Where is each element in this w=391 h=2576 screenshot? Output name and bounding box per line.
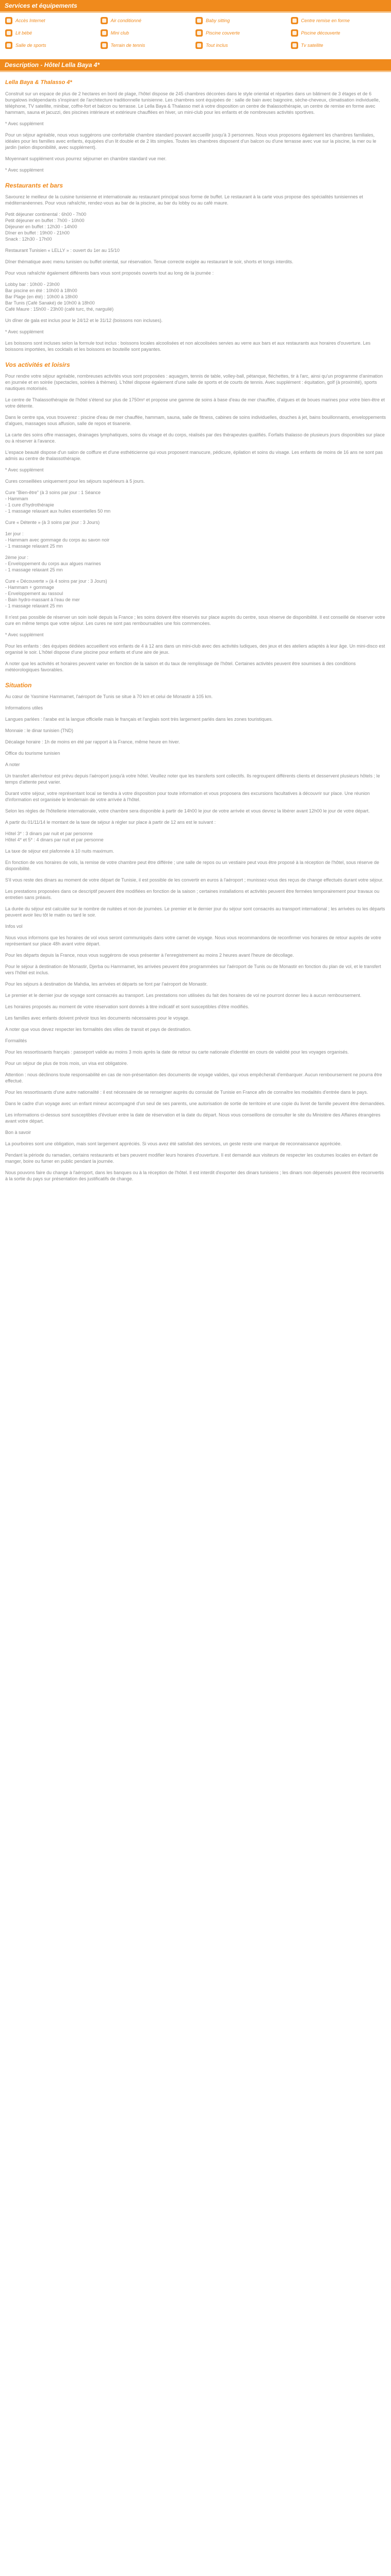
wifi-icon [5, 17, 12, 24]
paragraph: Un dîner de gala est inclus pour le 24/12 et le 31/12 (boissons non incluses). [5, 318, 163, 323]
paragraph: L'espace beauté dispose d'un salon de coiffure et d'une esthéticienne qui vous proposent manucure, pédicure, épilation et soins du visage. Les enfants de moins de 16 ans ne sont pas admis au centre de thalassothérapie. [5, 450, 383, 461]
paragraph: Lobby bar : 10h00 - 23h00 Bar piscine en été : 10h00 à 18h00 Bar Plage (en été) : 10h00 à 18h00 Bar Tunis (Café Sanaké) de 10h00 à 18h00 Café Maure : 15h00 - 23h00 (café turc, thé, narguilé) [5, 282, 114, 312]
paragraph: Décalage horaire : 1h de moins en été par rapport à la France, même heure en hiver. [5, 739, 180, 744]
paragraph: Il n'est pas possible de réserver un soin isolé depuis la France ; les soins doivent être réservés sur place auprès du centre, sous réserve de disponibilité. Il est conseillé de réserver votre cure en même temps que votre séjour. Les cures ne sont pas remboursables une fois commencées. [5, 615, 385, 626]
paragraph: Office du tourisme tunisien [5, 751, 60, 756]
paragraph: Monnaie : le dinar tunisien (TND) [5, 728, 74, 733]
paragraph: Le centre de Thalassothérapie de l'hôtel s'étend sur plus de 1750m² et propose une gamme de soins à base d'eau de mer chauffée, d'algues et de boues marines pour votre bien-être et votre détente. [5, 397, 385, 409]
paragraph: Attention : nous déclinons toute responsabilité en cas de non-présentation des documents de voyage valides, qui vous empêcherait d'embarquer. Aucun remboursement ne pourra être effectué. [5, 1072, 382, 1083]
paragraph: Pour les enfants : des équipes dédiées accueillent vos enfants de 4 à 12 ans dans un mini-club avec des activités ludiques, des jeux et des ateliers adaptés à leur âge. Un mini-disco est organisé le soir. L'hôtel dispose d'une piscine pour enfants et d'une aire de jeux. [5, 643, 385, 655]
services-title: Services et équipements [5, 2, 77, 9]
amenities-grid [0, 13, 391, 52]
amenity-item: Terrain de tennis [101, 41, 196, 50]
hotel-heading: Lella Baya & Thalasso 4* [5, 79, 72, 86]
paragraph: A noter que vous devez respecter les formalités des villes de transit et pays de destination. [5, 1027, 192, 1032]
paragraph: Pour un séjour agréable, nous vous suggérons une confortable chambre standard pouvant accueillir jusqu'à 3 personnes. Nous vous proposons également les chambres familiales, idéales pour les familles avec enfants, équipées d'un lit double et de 2 lits simples. Toutes les chambres disposent d'un balcon ou d'une terrasse avec vue sur la piscine, la mer ou le jardin (selon disponibilité, avec supplément). [5, 132, 377, 150]
paragraph: * Avec supplément [5, 632, 44, 637]
paragraph: La durée du séjour est calculée sur le nombre de nuitées et non de journées. Le premier et le dernier jour du séjour sont consacrés au transport international ; les arrivées ou les départs peuvent avoir lieu tôt le matin ou tard le soir. [5, 906, 385, 918]
paragraph: Informations utiles [5, 705, 43, 710]
amenity-item: Lit bébé [5, 28, 101, 38]
paragraph: Au cœur de Yasmine Hammamet, l'aéroport de Tunis se situe à 70 km et celui de Monastir à 105 km. [5, 694, 213, 699]
kids-icon [101, 29, 108, 37]
paragraph: Pour les départs depuis la France, nous vous suggérons de vous présenter à l'enregistrement au moins 2 heures avant l'heure de décollage. [5, 953, 294, 958]
tennis-icon [101, 42, 108, 49]
paragraph: En fonction de vos horaires de vols, la remise de votre chambre peut être différée ; une salle de repos ou un vestiaire peut vous être proposé à la réception de l'hôtel, sous réserve de disponibilité. [5, 860, 379, 871]
paragraph: Pour les ressortissants français : passeport valide au moins 3 mois après la date de retour ou carte nationale d'identité en cours de validité pour les voyages organisés. [5, 1049, 349, 1055]
paragraph: Nous pouvons faire du change à l'aéroport, dans les banques ou à la réception de l'hôtel. Il est interdit d'exporter des dinars tunisiens ; les dinars non dépensés peuvent être reconvertis à la sortie du pays sur présentation des justificatifs de change. [5, 1170, 384, 1181]
satellite-icon [291, 42, 298, 49]
paragraph: Les familles avec enfants doivent prévoir tous les documents nécessaires pour le voyage. [5, 1015, 190, 1021]
paragraph: Dans le centre spa, vous trouverez : piscine d'eau de mer chauffée, hammam, sauna, salle de fitness, cabines de soins individuelles, douches à jet, bains bouillonnants, enveloppements d'algues, massages sous affusion, salle de repos et tisanerie. [5, 415, 386, 426]
paragraph: Restaurant Tunisien « LELLY » : ouvert du 1er au 15/10 [5, 248, 120, 253]
paragraph: Pour un séjour de plus de trois mois, un visa est obligatoire. [5, 1061, 128, 1066]
paragraph: Langues parlées : l'arabe est la langue officielle mais le français et l'anglais sont très largement parlés dans les zones touristiques. [5, 717, 273, 722]
paragraph: Pour les séjours à destination de Mahdia, les arrivées et départs se font par l'aéroport de Monastir. [5, 981, 208, 987]
paragraph: Formalités [5, 1038, 27, 1043]
amenity-item: Centre remise en forme [291, 16, 386, 25]
paragraph: Pour vous rafraîchir également différents bars vous sont proposés ouverts tout au long de la journée : [5, 270, 214, 276]
pool-icon [196, 29, 203, 37]
paragraph: Le premier et le dernier jour de voyage sont consacrés au transport. Les prestations non utilisées du fait des horaires de vol ne pourront donner lieu à aucun remboursement. [5, 993, 362, 998]
paragraph: Pour le séjour à destination de Monastir, Djerba ou Hammamet, les arrivées peuvent être programmées sur l'aéroport de Tunis ou de Monastir en fonction du plan de vol, et le transfert vers l'hôtel est inclus. [5, 964, 381, 975]
paragraph: Pour rendre votre séjour agréable, nombreuses activités vous sont proposées : aquagym, tennis de table, volley-ball, pétanque, fléchettes, tir à l'arc, ainsi qu'un programme d'animation en journée et en soirée (spectacles, soirées à thèmes). L'hôtel dispose également d'une salle de sports et de courts de tennis. Avec supplément : équitation, golf (à proximité), sports nautiques motorisés. [5, 374, 383, 391]
paragraph: A partir du 01/11/14 le montant de la taxe de séjour à régler sur place à partir de 12 ans est le suivant : [5, 820, 216, 825]
description-header [0, 59, 391, 72]
paragraph: Les horaires proposés au moment de votre réservation sont donnés à titre indicatif et sont susceptibles d'être modifiés. [5, 1004, 249, 1009]
paragraph: Infos vol [5, 924, 23, 929]
paragraph: Un transfert aller/retour est prévu depuis l'aéroport jusqu'à votre hôtel. Veuillez noter que les transferts sont collectifs. Ils regroupent différents clients et desservent plusieurs hôtels ; le temps d'attente peut varier. [5, 773, 380, 785]
paragraph: Cure « Découverte » (à 4 soins par jour : 3 Jours) - Hammam + gommage - Enveloppement au rassoul - Bain hydro-massant à l'eau de mer - 1 massage relaxant 25 mn [5, 579, 107, 608]
paragraph: A noter [5, 762, 20, 767]
paragraph: S'il vous reste des dinars au moment de votre départ de Tunisie, il est possible de les convertir en euros à l'aéroport ; munissez-vous des reçus de change effectués durant votre séjour. [5, 877, 384, 883]
paragraph: La taxe de séjour est plafonnée à 10 nuits maximum. [5, 849, 115, 854]
crib-icon [5, 29, 12, 37]
paragraph: Hôtel 3* : 3 dinars par nuit et par personne Hôtel 4* et 5* : 4 dinars par nuit et par personne [5, 831, 104, 842]
paragraph: * Avec supplément [5, 167, 44, 173]
paragraph: Dîner thématique avec menu tunisien ou buffet oriental, sur réservation. Tenue correcte exigée au restaurant le soir, shorts et tongs interdits. [5, 259, 294, 264]
amenity-item: Salle de sports [5, 41, 101, 50]
amenity-item: Piscine découverte [291, 28, 386, 38]
paragraph: Pendant la période du ramadan, certains restaurants et bars peuvent modifier leurs horaires d'ouverture. Il est demandé aux visiteurs de respecter les coutumes locales en évitant de manger, boire ou fumer en public pendant la journée. [5, 1153, 378, 1164]
amenity-item: Mini club [101, 28, 196, 38]
situation-heading: Situation [5, 682, 32, 689]
description-title: Description - Hôtel Lella Baya 4* [5, 61, 100, 69]
paragraph: Petit déjeuner continental : 6h00 - 7h00 Petit déjeuner en buffet : 7h00 - 10h00 Déjeuner en buffet : 12h30 - 14h00 Dîner en buffet : 19h00 - 21h00 Snack : 12h30 - 17h00 [5, 212, 87, 242]
snowflake-icon [101, 17, 108, 24]
amenity-item: Baby sitting [196, 16, 291, 25]
paragraph: * Avec supplément [5, 121, 44, 126]
baby-icon [196, 17, 203, 24]
paragraph: Dans le cadre d'un voyage avec un enfant mineur accompagné d'un seul de ses parents, une autorisation de sortie de territoire et une copie du livret de famille peuvent être demandées. [5, 1101, 385, 1106]
paragraph: Durant votre séjour, votre représentant local se tiendra à votre disposition pour toute information et vous proposera des excursions facultatives à découvrir sur place. Une réunion d'information est organisée le lendemain de votre arrivée à l'hôtel. [5, 791, 370, 802]
paragraph: Nous vous informons que les horaires de vol vous seront communiqués dans votre carnet de voyage. Nous vous recommandons de reconfirmer vos horaires de retour auprès de votre représentant sur place 48h avant votre départ. [5, 935, 381, 946]
amenity-item: Piscine couverte [196, 28, 291, 38]
paragraph: Cure « Détente » (à 3 soins par jour : 3 Jours) [5, 520, 100, 525]
paragraph: Construit sur un espace de plus de 2 hectares en bord de plage, l'hôtel dispose de 245 chambres décorées dans le style oriental et réparties dans un bâtiment de 3 étages et de 6 bungalows indépendants s'inspirant de l'architecture traditionnelle tunisienne. Les chambres sont équipées de : salle de bain avec baignoire, sèche-cheveux, climatisation individuelle, téléphone, TV satellite, minibar, coffre-fort et balcon ou terrasse. Le Lella Baya & Thalasso met à votre disposition un centre de thalassothérapie, un centre de remise en forme avec hammam, sauna et jacuzzi, des piscines intérieure et extérieure chauffées en hiver, un mini-club pour les enfants et de nombreuses activités sportives. [5, 91, 380, 115]
paragraph: Moyennant supplément vous pourrez séjourner en chambre standard vue mer. [5, 156, 167, 161]
gym-icon [5, 42, 12, 49]
paragraph: La pourboires sont une obligation, mais sont largement appréciés. Si vous avez été satisfait des services, un geste reste une marque de reconnaissance appréciée. [5, 1141, 342, 1146]
paragraph: La carte des soins offre massages, drainages lymphatiques, soins du visage et du corps, réalisés par des thérapeutes qualifiés. Forfaits thalasso de plusieurs jours disponibles sur place ou à réserver à l'avance. [5, 432, 385, 444]
paragraph: Les boissons sont incluses selon la formule tout inclus : boissons locales alcoolisées et non alcoolisées servies au verre aux bars et aux restaurants aux horaires d'ouverture. Les boissons importées, les cocktails et les boissons en bouteille sont payantes. [5, 341, 371, 352]
activities-heading: Vos activités et loisirs [5, 361, 70, 368]
amenity-item: Tv satellite [291, 41, 386, 50]
paragraph: Cure "Bien-être" (à 3 soins par jour : 1 Séance - Hammam - 1 cure d'hydrothérapie - 1 massage relaxant aux huiles essentielles 50 mn [5, 490, 111, 514]
restaurants-heading: Restaurants et bars [5, 182, 63, 189]
amenity-item: Tout inclus [196, 41, 291, 50]
all-inclusive-icon [196, 42, 203, 49]
paragraph: A noter que les activités et horaires peuvent varier en fonction de la saison et du taux de remplissage de l'hôtel. Certaines activités peuvent être soumises à des conditions météorologiques favorables. [5, 661, 356, 672]
page [0, 0, 391, 1191]
sun-pool-icon [291, 29, 298, 37]
paragraph: * Avec supplément [5, 329, 44, 334]
description-body [0, 72, 391, 1191]
paragraph: Selon les règles de l'hôtellerie internationale, votre chambre sera disponible à partir de 14h00 le jour de votre arrivée et vous devrez la libérer avant 12h00 le jour de votre départ. [5, 808, 370, 814]
amenity-item: Air conditionné [101, 16, 196, 25]
paragraph: * Avec supplément [5, 467, 44, 472]
services-header [0, 0, 391, 13]
amenity-item: Accès Internet [5, 16, 101, 25]
dumbbell-icon [291, 17, 298, 24]
paragraph: Savourez le meilleur de la cuisine tunisienne et internationale au restaurant principal sous forme de buffet. Le restaurant à la carte vous propose des spécialités tunisiennes et méditerranéennes. Pour vous rafraîchir, rendez-vous au bar de la piscine, au bar du lobby ou au café maure. [5, 194, 363, 206]
paragraph: 1er jour : - Hammam avec gommage du corps au savon noir - 1 massage relaxant 25 mn [5, 531, 110, 549]
paragraph: Pour les ressortissants d'une autre nationalité : il est nécessaire de se renseigner auprès du consulat de Tunisie en France afin de connaître les modalités d'entrée dans le pays. [5, 1090, 368, 1095]
paragraph: Les informations ci-dessus sont susceptibles d'évoluer entre la date de réservation et la date du départ. Nous vous conseillons de consulter le site du Ministère des Affaires étrangères avant votre départ. [5, 1112, 381, 1124]
paragraph: 2ème jour : - Enveloppement du corps aux algues marines - 1 massage relaxant 25 mn [5, 555, 101, 572]
paragraph: Les prestations proposées dans ce descriptif peuvent être modifiées en fonction de la saison ; certaines installations et activités peuvent être fermées temporairement pour travaux ou entretien sans préavis. [5, 889, 380, 900]
paragraph: Bon à savoir [5, 1130, 31, 1135]
paragraph: Cures conseillées uniquement pour les séjours supérieurs à 5 jours. [5, 479, 145, 484]
